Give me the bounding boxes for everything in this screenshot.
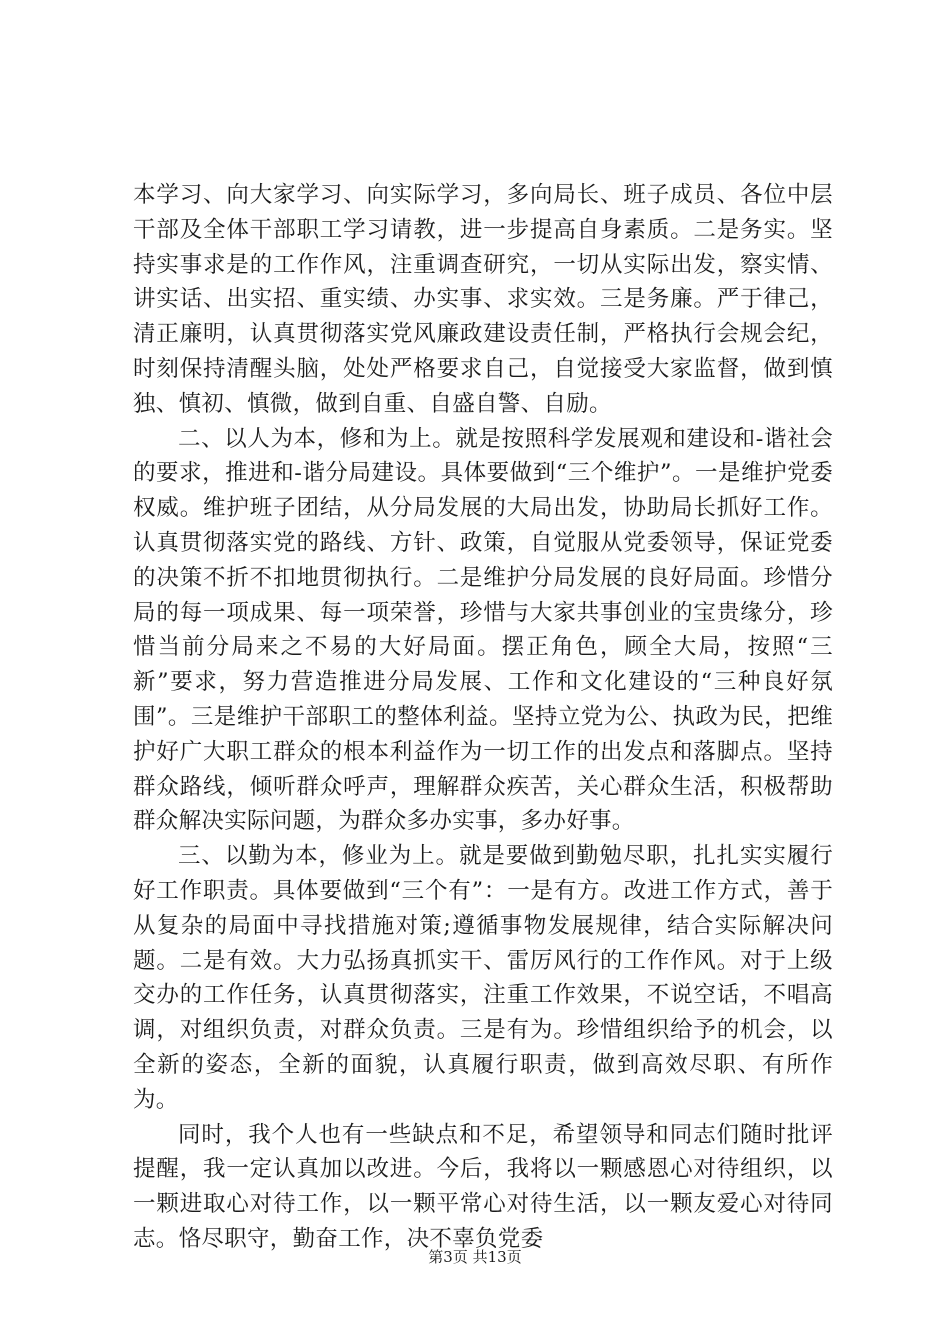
page-number-footer: 第3页 共13页	[428, 1248, 522, 1266]
paragraph-4: 同时，我个人也有一些缺点和不足，希望领导和同志们随时批评提醒，我一定认真加以改进。今后，我将以一颗感恩心对待组织，以一颗进取心对待工作，以一颗平常心对待生活，以一颗友爱心对待同志。恪尽职守，勤奋工作，决不辜负党委	[133, 1121, 833, 1252]
document-body	[133, 178, 833, 1257]
paragraph-1: 本学习、向大家学习、向实际学习，多向局长、班子成员、各位中层干部及全体干部职工学习请教，进一步提高自身素质。二是务实。坚持实事求是的工作作风，注重调查研究，一切从实际出发，察实情、讲实话、出实招、重实绩、办实事、求实效。三是务廉。严于律己，清正廉明，认真贯彻落实党风廉政建设责任制，严格执行会规会纪，时刻保持清醒头脑，处处严格要求自己，自觉接受大家监督，做到慎独、慎初、慎微，做到自重、自盛自警、自励。	[133, 182, 833, 417]
paragraph-2: 二、以人为本，修和为上。就是按照科学发展观和建设和-谐社会的要求，推进和-谐分局建设。具体要做到“三个维护”。一是维护党委权威。维护班子团结，从分局发展的大局出发，协助局长抓好工作。认真贯彻落实党的路线、方针、政策，自觉服从党委领导，保证党委的决策不折不扣地贯彻执行。二是维护分局发展的良好局面。珍惜分局的每一项成果、每一项荣誉，珍惜与大家共事创业的宝贵缘分，珍惜当前分局来之不易的大好局面。摆正角色，顾全大局，按照“三新”要求，努力营造推进分局发展、工作和文化建设的“三种良好氛围”。三是维护干部职工的整体利益。坚持立党为公、执政为民，把维护好广大职工群众的根本利益作为一切工作的出发点和落脚点。坚持群众路线，倾听群众呼声，理解群众疾苦，关心群众生活，积极帮助群众解决实际问题，为群众多办实事，多办好事。	[133, 425, 833, 835]
paragraph-3: 三、以勤为本，修业为上。就是要做到勤勉尽职，扎扎实实履行好工作职责。具体要做到“三个有”：一是有方。改进工作方式，善于从复杂的局面中寻找措施对策;遵循事物发展规律，结合实际解决问题。二是有效。大力弘扬真抓实干、雷厉风行的工作作风。对于上级交办的工作任务，认真贯彻落实，注重工作效果，不说空话，不唱高调，对组织负责，对群众负责。三是有为。珍惜组织给予的机会，以全新的姿态，全新的面貌，认真履行职责，做到高效尽职、有所作为。	[133, 843, 833, 1113]
